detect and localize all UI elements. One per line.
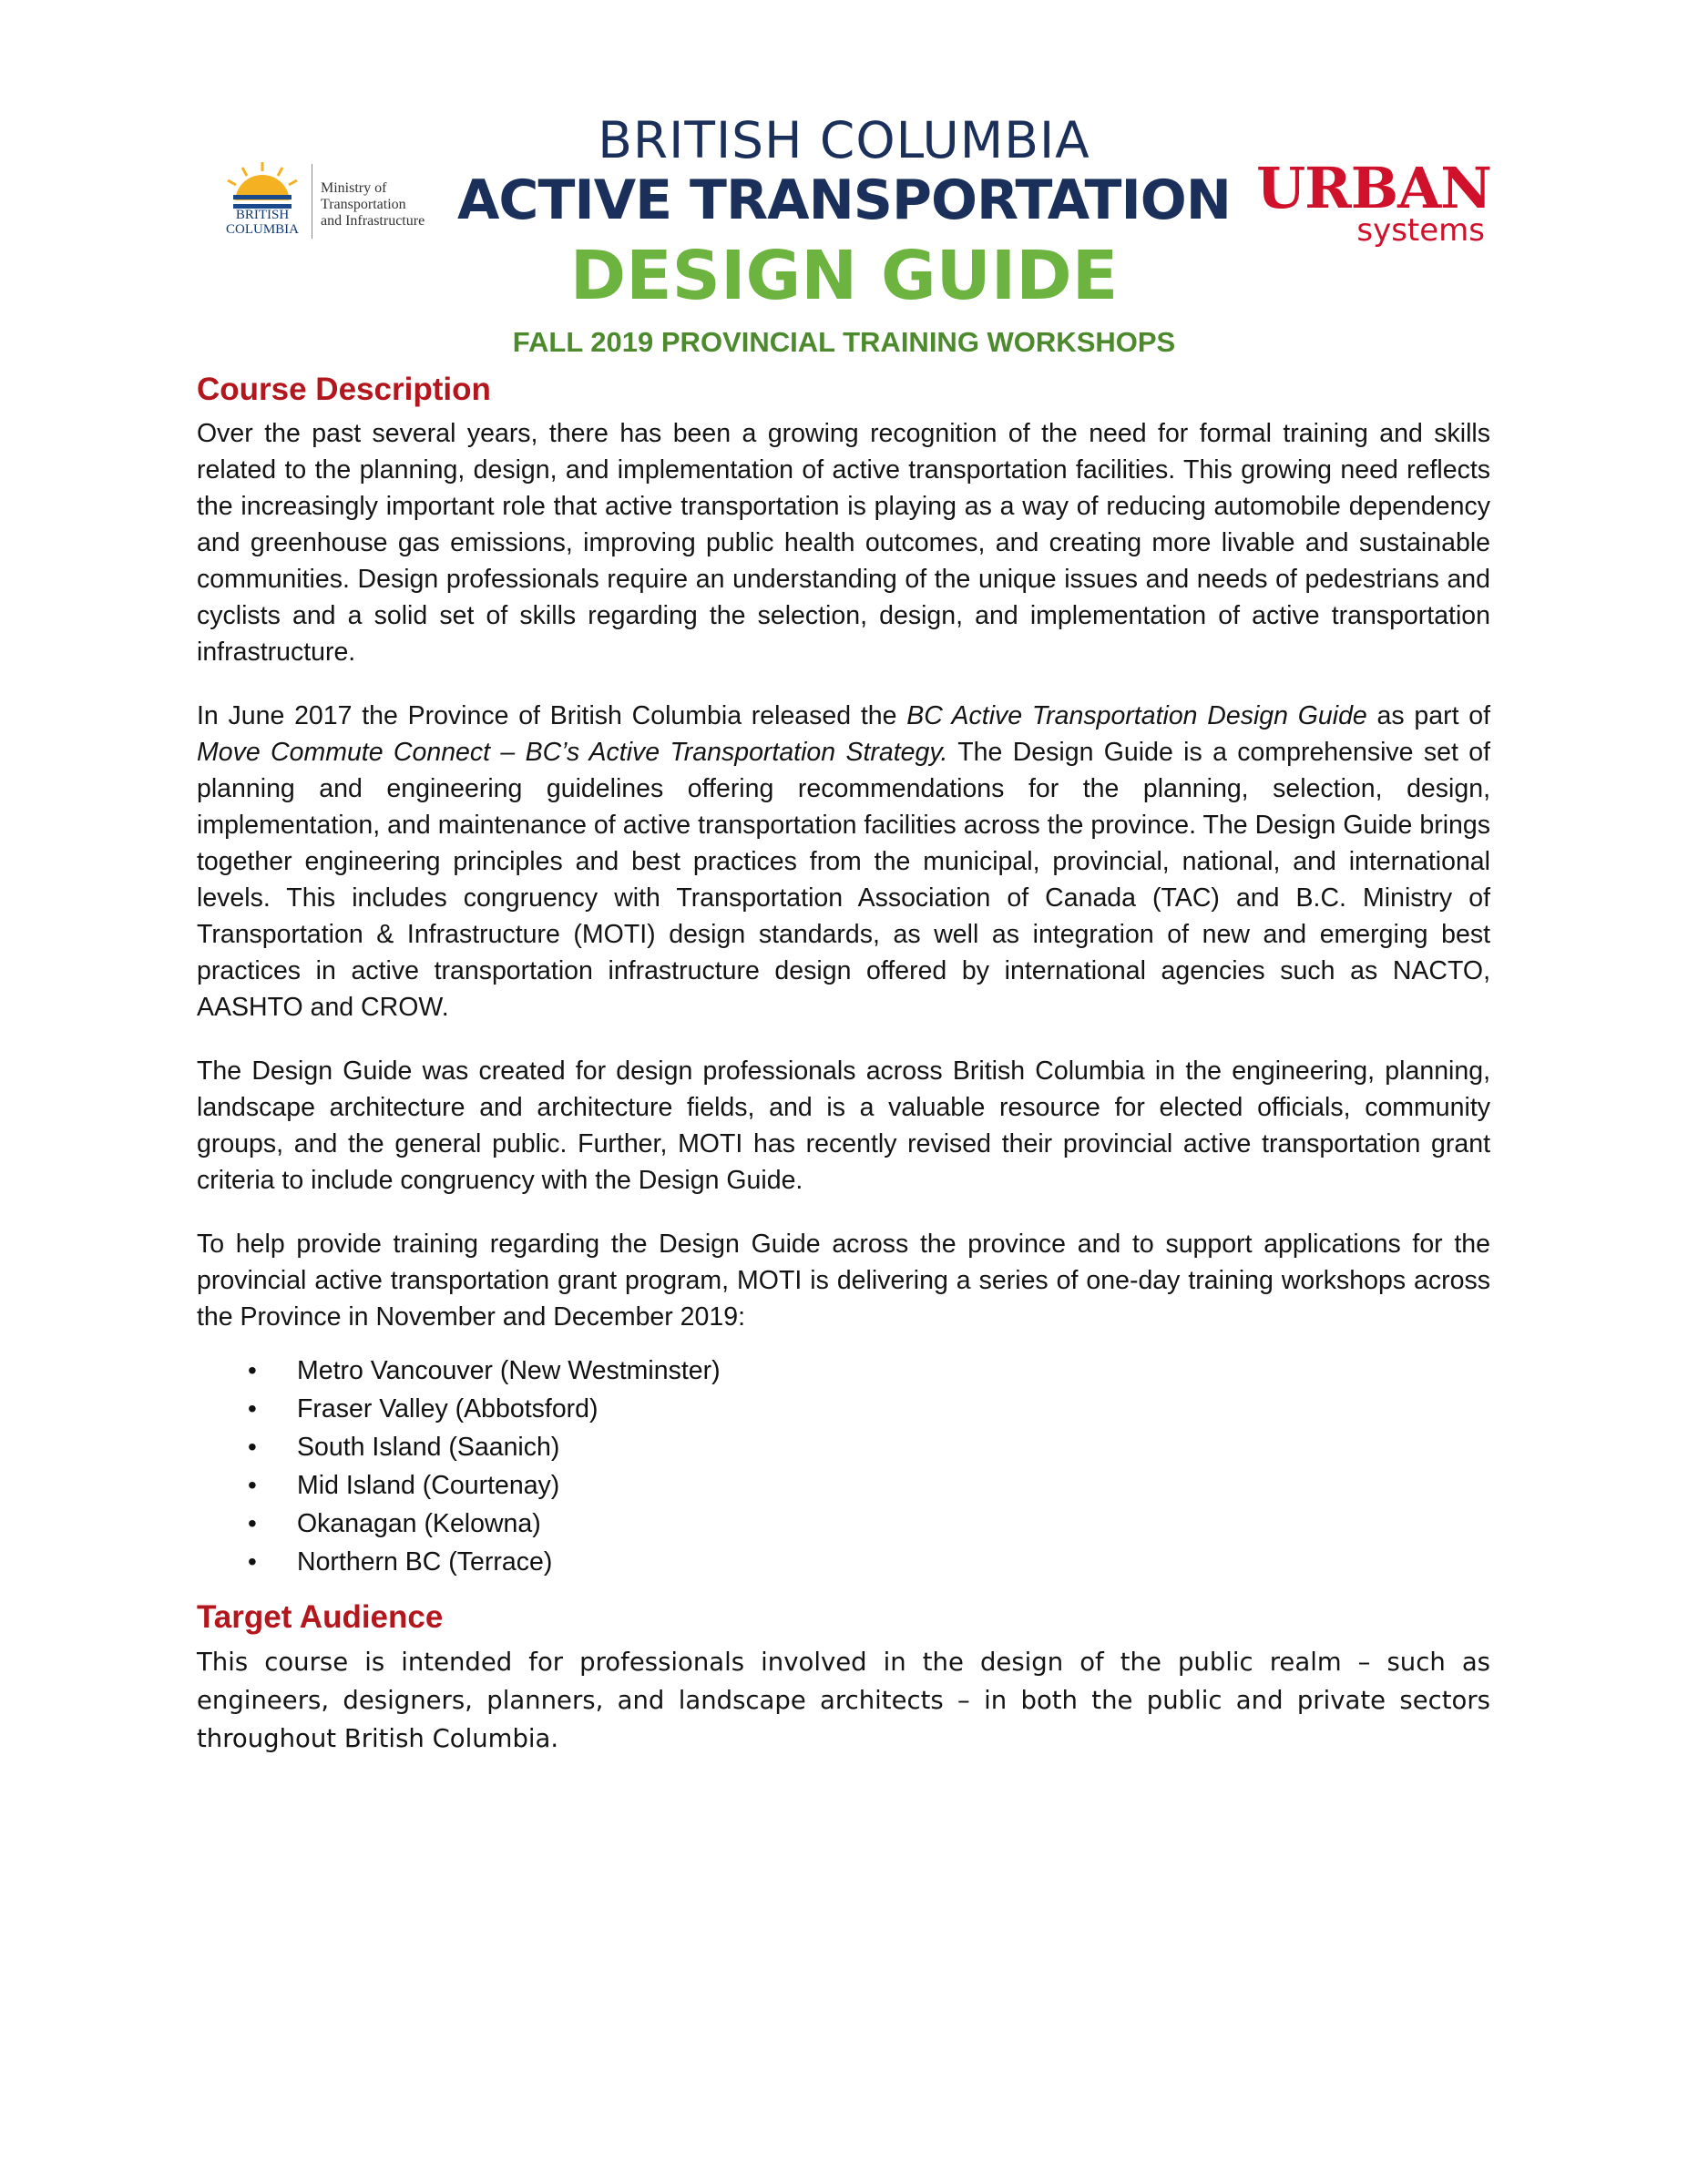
course-description-paragraph-1: Over the past several years, there has been a growing recognition of the need for formal training and skills related to the planning, design, and implementation of active transportation facilities. This growing need reflects the increasingly important role that active transportation is playing as a way of reducing automobile dependency and greenhouse gas emissions, improving public health outcomes, and creating more livable and sustainable communities. Design professionals require an understanding of the unique issues and needs of pedestrians and cyclists and a solid set of skills regarding the selection, design, and implementation of active transportation infrastructure.	[197, 419, 1490, 667]
list-item: • Fraser Valley (Abbotsford)	[197, 1390, 1490, 1428]
course-description-paragraph-4: To help provide training regarding the Design Guide across the province and to support applications for the provincial active transportation grant program, MOTI is delivering a series of one-day training workshops across the Province in November and December 2019:	[197, 1230, 1490, 1332]
target-audience-heading: Target Audience	[197, 1599, 444, 1635]
bc-logo-name-line1: BRITISH	[235, 208, 290, 222]
urban-systems-logo	[1255, 155, 1492, 253]
course-description-paragraph-3: The Design Guide was created for design professionals across British Columbia in the engineering, planning, landscape architecture and architecture fields, and is a valuable resource for elected officials, community groups, and the general public. Further, MOTI has recently revised their provincial active transportation grant criteria to include congruency with the Design Guide.	[197, 1056, 1490, 1195]
course-description-paragraph-2	[197, 698, 1490, 1026]
list-item: • Metro Vancouver (New Westminster)	[197, 1352, 1490, 1390]
subtitle-workshops: FALL 2019 PROVINCIAL TRAINING WORKSHOPS	[512, 326, 1176, 358]
list-item: • South Island (Saanich)	[197, 1428, 1490, 1466]
bc-logo-name-line2: COLUMBIA	[225, 222, 299, 237]
document-body	[197, 364, 1490, 1785]
title-british-columbia: BRITISH COLUMBIA	[598, 111, 1090, 169]
ministry-line3: and Infrastructure	[321, 213, 425, 229]
para2-text-c: The Design Guide is a comprehensive set of planning and engineering guidelines offering recommendations for the planning, selection, design, implementation, and maintenance of active transportation facilities across the province. The Design Guide brings together engineering principles and best practices from the municipal, provincial, national, and international levels. This includes congruency with Transportation Association of Canada (TAC) and B.C. Ministry of Transportation & Infrastructure (MOTI) design standards, as well as integration of new and emerging best practices in active transportation infrastructure design offered by international agencies such as NACTO, AASHTO and CROW.	[197, 738, 1490, 1022]
course-description-heading: Course Description	[197, 372, 491, 407]
workshop-locations-list	[197, 1352, 1490, 1581]
ministry-line2: Transportation	[321, 197, 406, 212]
urban-logo-sub: systems	[1356, 212, 1485, 249]
document-header	[0, 55, 1688, 358]
title-active-transportation: ACTIVE TRANSPORTATION	[456, 168, 1232, 232]
list-item: • Okanagan (Kelowna)	[197, 1505, 1490, 1543]
para2-text-a: In June 2017 the Province of British Columbia released the	[197, 701, 907, 730]
urban-logo-word: URBAN	[1256, 155, 1491, 221]
title-design-guide: DESIGN GUIDE	[569, 237, 1119, 315]
list-item: • Northern BC (Terrace)	[197, 1543, 1490, 1581]
para2-text-b: as part of	[1366, 701, 1491, 730]
list-item: • Mid Island (Courtenay)	[197, 1466, 1490, 1505]
strategy-title: Move Commute Connect – BC’s Active Transportation Strategy.	[197, 738, 948, 767]
ministry-line1: Ministry of	[321, 180, 387, 196]
design-guide-title: BC Active Transportation Design Guide	[906, 701, 1367, 730]
target-audience-paragraph: This course is intended for professionals involved in the design of the public realm – such as engineers, designers, planners, and landscape architects – in both the public and private sectors throughout British Columbia.	[197, 1648, 1490, 1753]
